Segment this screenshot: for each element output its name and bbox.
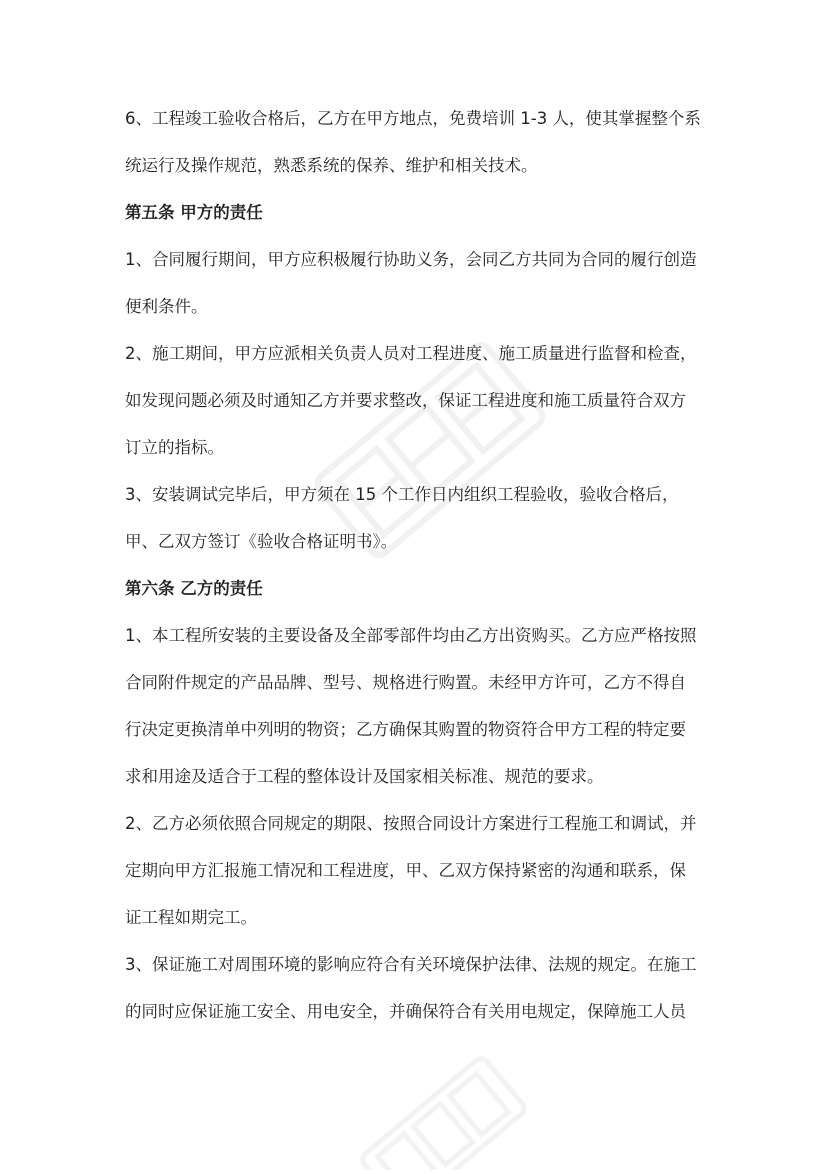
text-line: 1、合同履行期间，甲方应积极履行协助义务，会同乙方共同为合同的履行创造 xyxy=(125,250,697,269)
text-line: 合同附件规定的产品品牌、型号、规格进行购置。未经甲方许可，乙方不得自 xyxy=(125,673,686,692)
clause-paragraph-6 xyxy=(125,95,715,189)
text-line: 3、保证施工对周围环境的影响应符合有关环境保护法律、法规的规定。在施工 xyxy=(125,955,697,974)
text-line: 证工程如期完工。 xyxy=(125,908,257,927)
party-a-item-1 xyxy=(125,236,715,330)
text-line: 如发现问题必须及时通知乙方并要求整改，保证工程进度和施工质量符合双方 xyxy=(125,391,686,410)
party-b-item-1 xyxy=(125,612,715,800)
text-line: 定期向甲方汇报施工情况和工程进度，甲、乙双方保持紧密的沟通和联系，保 xyxy=(125,861,686,880)
text-line: 求和用途及适合于工程的整体设计及国家相关标准、规范的要求。 xyxy=(125,767,604,786)
heading-text: 第五条 甲方的责任 xyxy=(125,203,263,222)
text-line: 行决定更换清单中列明的物资；乙方确保其购置的物资符合甲方工程的特定要 xyxy=(125,720,686,739)
party-b-item-2 xyxy=(125,800,715,941)
party-b-item-3 xyxy=(125,941,715,1035)
text-line: 统运行及操作规范，熟悉系统的保养、维护和相关技术。 xyxy=(125,156,538,175)
section-heading-party-b xyxy=(125,565,715,612)
text-line: 1、本工程所安装的主要设备及全部零部件均由乙方出资购买。乙方应严格按照 xyxy=(125,626,697,645)
text-line: 6、工程竣工验收合格后，乙方在甲方地点，免费培训 1-3 人，使其掌握整个系 xyxy=(125,109,701,128)
text-line: 甲、乙双方签订《验收合格证明书》。 xyxy=(125,532,398,551)
text-line: 订立的指标。 xyxy=(125,438,224,457)
text-line: 的同时应保证施工安全、用电安全，并确保符合有关用电规定，保障施工人员 xyxy=(125,1002,686,1021)
party-a-item-3 xyxy=(125,471,715,565)
text-line: 2、施工期间，甲方应派相关负责人员对工程进度、施工质量进行监督和检查， xyxy=(125,344,697,363)
text-line: 便利条件。 xyxy=(125,297,208,316)
section-heading-party-a xyxy=(125,189,715,236)
party-a-item-2 xyxy=(125,330,715,471)
watermark-logo-icon-bottom xyxy=(340,1030,540,1170)
document-body xyxy=(125,95,715,1035)
text-line: 2、乙方必须依照合同规定的期限、按照合同设计方案进行工程施工和调试，并 xyxy=(125,814,697,833)
heading-text: 第六条 乙方的责任 xyxy=(125,579,263,598)
text-line: 3、安装调试完毕后，甲方须在 15 个工作日内组织工程验收，验收合格后， xyxy=(125,485,679,504)
